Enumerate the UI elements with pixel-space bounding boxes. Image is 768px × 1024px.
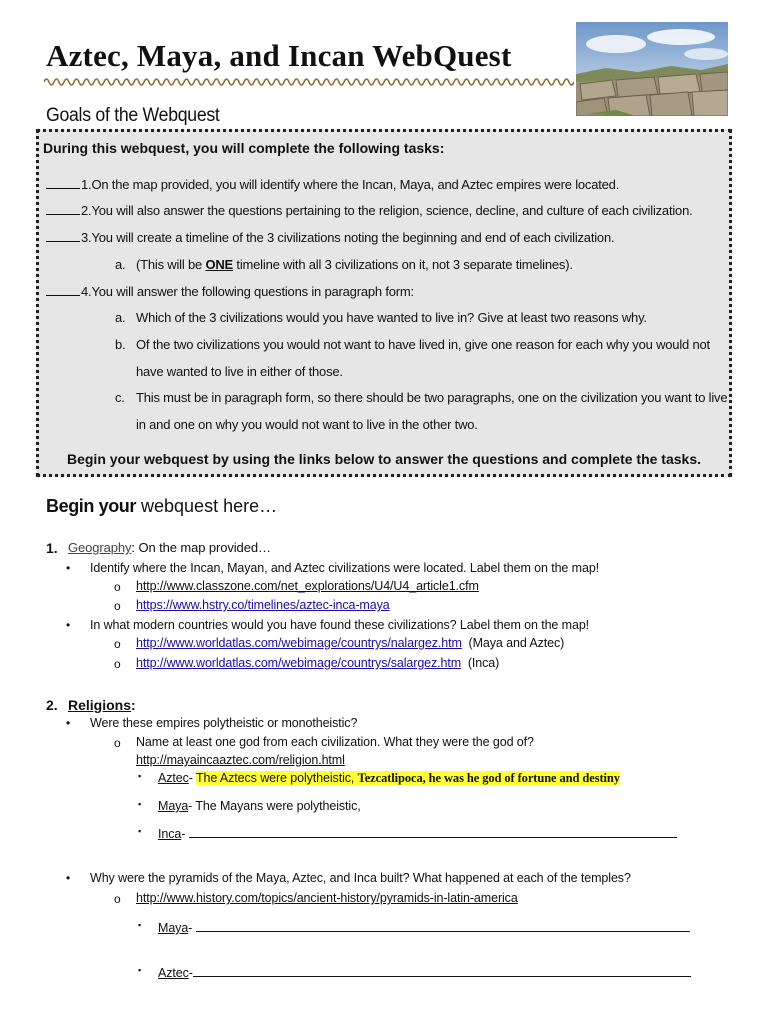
circle-bullet: o <box>114 657 121 671</box>
task-4c-marker: c. <box>115 390 125 405</box>
task-4a-marker: a. <box>115 310 126 325</box>
task-3a: (This will be ONE timeline with all 3 civilizations on it, not 3 separate timelines). <box>136 257 573 272</box>
pyramid-maya-blank[interactable] <box>196 920 690 932</box>
circle-bullet: o <box>114 736 121 750</box>
pyramid-maya-answer: Maya- <box>158 920 690 935</box>
pyramid-aztec-blank[interactable] <box>193 965 691 977</box>
pyramid-aztec-answer: Aztec- <box>158 965 691 980</box>
religions-heading: Religions: <box>68 697 136 713</box>
circle-bullet: o <box>114 580 121 594</box>
task-4b-line2: have wanted to live in either of those. <box>136 364 343 379</box>
task-4b-line1: Of the two civilizations you would not want to have lived in, give one reason for each why you would not <box>136 337 710 352</box>
geography-q2: In what modern countries would you have found these civilizations? Label them on the map! <box>90 618 590 632</box>
worldatlas-sa-link[interactable]: http://www.worldatlas.com/webimage/countrys/salargez.htm (Inca) <box>136 656 500 670</box>
task-4b-marker: b. <box>115 337 126 352</box>
answer-blank[interactable] <box>46 203 80 215</box>
goals-closing: Begin your webquest by using the links below to answer the questions and complete the tasks. <box>66 451 701 467</box>
square-bullet: ▪ <box>138 965 142 975</box>
inca-stone-wall-photo <box>576 22 728 116</box>
task-4a: Which of the 3 civilizations would you have wanted to live in? Give at least two reasons why. <box>136 310 647 325</box>
task-4c-line1: This must be in paragraph form, so there should be two paragraphs, one on the civilization you want to live <box>136 390 728 405</box>
bullet-dot: • <box>66 716 71 730</box>
answer-blank[interactable] <box>46 284 80 296</box>
page-title: Aztec, Maya, and Incan WebQuest <box>46 38 512 73</box>
square-bullet: ▪ <box>138 799 142 809</box>
worldatlas-na-link[interactable]: http://www.worldatlas.com/webimage/countrys/nalargez.htm (Maya and Aztec) <box>136 636 565 650</box>
square-bullet: ▪ <box>138 920 142 930</box>
geography-heading: Geography: On the map provided… <box>68 540 271 555</box>
circle-bullet: o <box>114 637 121 651</box>
religions-q1: Were these empires polytheistic or monotheistic? <box>90 716 358 730</box>
goals-lead: During this webquest, you will complete the following tasks: <box>43 140 445 156</box>
decorative-wave-divider <box>44 76 574 88</box>
goals-heading: Goals of the Webquest <box>46 105 220 126</box>
classzone-link[interactable]: http://www.classzone.com/net_explorations/U4/U4_article1.cfm <box>136 579 479 593</box>
religions-q1-sub: Name at least one god from each civilization. What they were the god of? <box>136 735 534 749</box>
bullet-dot: • <box>66 561 71 575</box>
answer-blank[interactable] <box>46 230 80 242</box>
history-pyramids-link[interactable]: http://www.history.com/topics/ancient-history/pyramids-in-latin-america <box>136 891 518 905</box>
answer-blank[interactable] <box>46 177 80 189</box>
inca-answer-blank[interactable] <box>189 826 677 838</box>
bullet-dot: • <box>66 871 71 885</box>
religion-link[interactable]: http://mayaincaaztec.com/religion.html <box>136 753 345 767</box>
aztec-answer: Aztec- The Aztecs were polytheistic, Tezcatlipoca, he was he god of fortune and destiny <box>158 771 620 785</box>
begin-heading: Begin your webquest here… <box>46 496 278 516</box>
task-1: 1.On the map provided, you will identify where the Incan, Maya, and Aztec empires were located. <box>46 177 619 192</box>
geography-q1: Identify where the Incan, Mayan, and Aztec civilizations were located. Label them on the map! <box>90 561 600 575</box>
square-bullet: ▪ <box>138 826 142 836</box>
religions-number: 2. <box>46 697 58 713</box>
emphasis-one: ONE <box>205 257 234 272</box>
maya-answer: Maya- The Mayans were polytheistic, <box>158 799 361 813</box>
hstry-link[interactable]: https://www.hstry.co/timelines/aztec-inca-maya <box>136 598 390 612</box>
task-2: 2.You will also answer the questions pertaining to the religion, science, decline, and culture of each civilization. <box>46 203 693 218</box>
circle-bullet: o <box>114 892 121 906</box>
task-3a-marker: a. <box>115 257 126 272</box>
task-4c-line2: in and one on why you would not want to live in the other two. <box>136 417 478 432</box>
bullet-dot: • <box>66 618 71 632</box>
geography-number: 1. <box>46 540 58 556</box>
religions-q2: Why were the pyramids of the Maya, Aztec, and Inca built? What happened at each of the temples? <box>90 871 631 885</box>
circle-bullet: o <box>114 599 121 613</box>
task-3: 3.You will create a timeline of the 3 civilizations noting the beginning and end of each civilization. <box>46 230 614 245</box>
inca-answer: Inca- <box>158 826 677 841</box>
task-4: 4.You will answer the following questions in paragraph form: <box>46 284 414 299</box>
square-bullet: ▪ <box>138 771 142 781</box>
